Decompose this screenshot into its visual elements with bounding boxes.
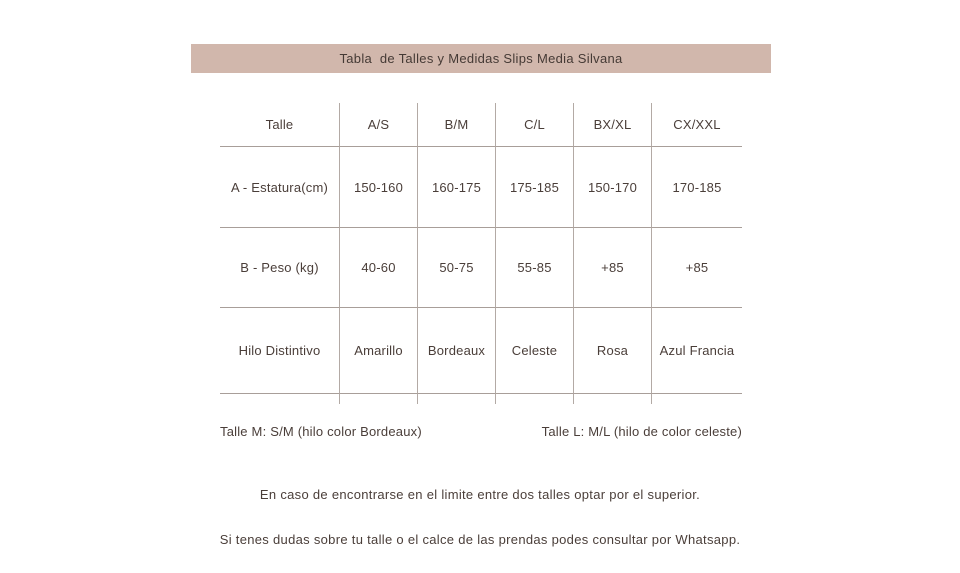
table-cell: 170-185 bbox=[651, 146, 742, 227]
table-cell: 160-175 bbox=[417, 146, 495, 227]
grid-stub bbox=[573, 393, 651, 404]
table-cell: 150-170 bbox=[573, 146, 651, 227]
table-cell: 150-160 bbox=[339, 146, 417, 227]
table-cell: 40-60 bbox=[339, 227, 417, 307]
table-cell: Bordeaux bbox=[417, 307, 495, 393]
page-title: Tabla de Talles y Medidas Slips Media Silvana bbox=[339, 51, 623, 66]
footer-note-limit: En caso de encontrarse en el limite entre dos talles optar por el superior. bbox=[259, 487, 701, 502]
header-cell-cl: C/L bbox=[495, 103, 573, 146]
grid-stub bbox=[651, 393, 742, 404]
table-cell: 55-85 bbox=[495, 227, 573, 307]
title-bar bbox=[191, 44, 771, 73]
grid-stub bbox=[220, 393, 339, 404]
table-cell: 175-185 bbox=[495, 146, 573, 227]
footer-note-whatsapp: Si tenes dudas sobre tu talle o el calce de las prendas podes consultar por Whatsapp. bbox=[219, 532, 741, 547]
table-cell: Celeste bbox=[495, 307, 573, 393]
note-talle-m: Talle M: S/M (hilo color Bordeaux) bbox=[220, 424, 422, 439]
table-cell: Rosa bbox=[573, 307, 651, 393]
header-cell-as: A/S bbox=[339, 103, 417, 146]
header-cell-cxxxl: CX/XXL bbox=[651, 103, 742, 146]
grid-stub bbox=[339, 393, 417, 404]
header-cell-talle: Talle bbox=[265, 117, 294, 132]
header-cell-bm: B/M bbox=[417, 103, 495, 146]
size-table bbox=[220, 103, 742, 404]
table-cell: 50-75 bbox=[417, 227, 495, 307]
row-label-estatura: A - Estatura(cm) bbox=[220, 146, 339, 227]
note-talle-l: Talle L: M/L (hilo de color celeste) bbox=[541, 424, 742, 439]
row-label-peso: B - Peso (kg) bbox=[220, 227, 339, 307]
header-cell-bxxl: BX/XL bbox=[573, 103, 651, 146]
size-notes bbox=[220, 424, 742, 439]
table-cell: +85 bbox=[651, 227, 742, 307]
grid-stub bbox=[417, 393, 495, 404]
row-label-hilo: Hilo Distintivo bbox=[220, 307, 339, 393]
grid-stub bbox=[495, 393, 573, 404]
table-cell: Amarillo bbox=[339, 307, 417, 393]
table-cell: +85 bbox=[573, 227, 651, 307]
table-cell: Azul Francia bbox=[651, 307, 742, 393]
